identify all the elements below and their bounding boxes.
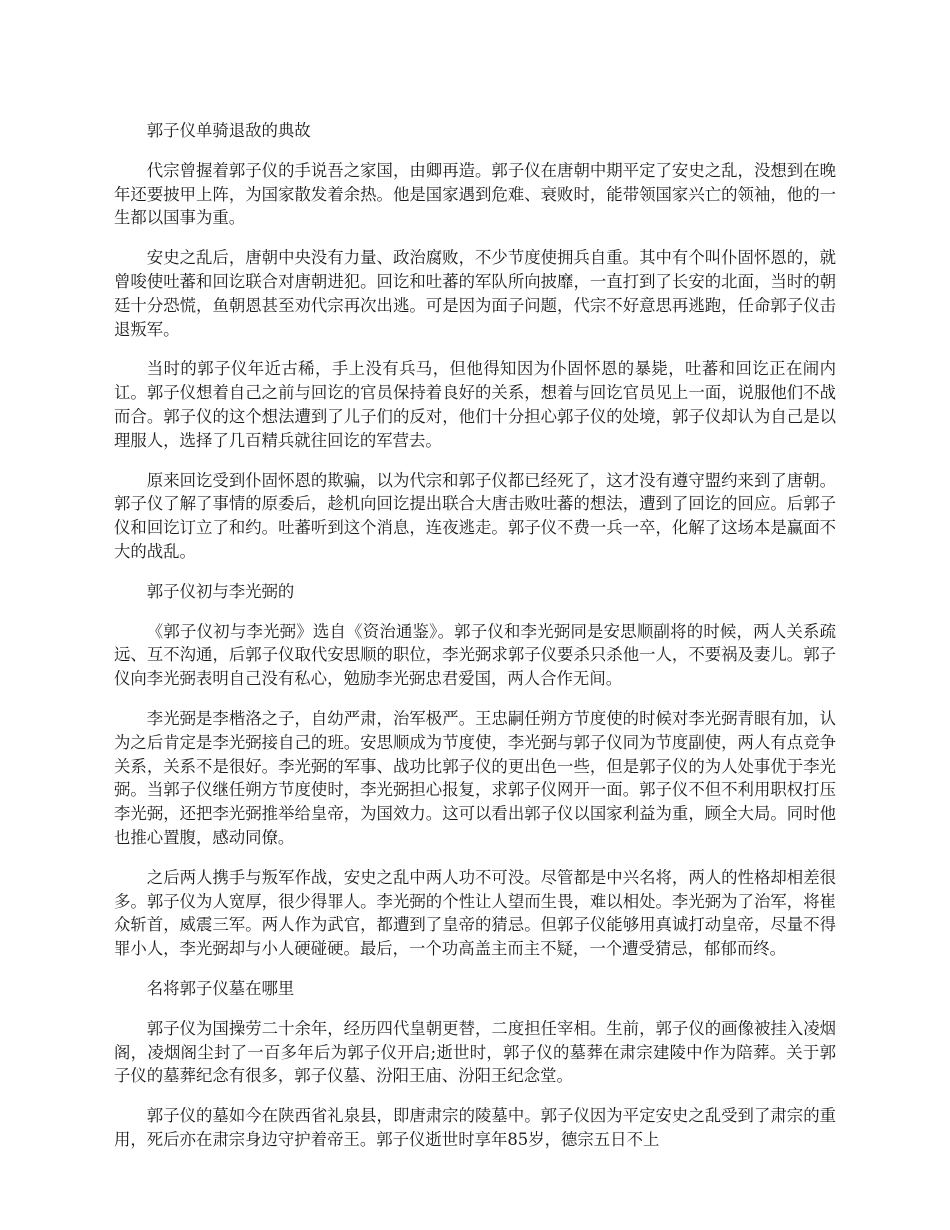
paragraph: 郭子仪为国操劳二十余年，经历四代皇朝更替，二度担任宰相。生前，郭子仪的画像被挂入凌烟阁，凌烟阁尘封了一百多年后为郭子仪开启;逝世时，郭子仪的墓葬在肃宗建陵中作为陪葬。关于郭子仪的墓葬纪念有很多，郭子仪墓、汾阳王庙、汾阳王纪念堂。 — [114, 1018, 836, 1086]
paragraph: 代宗曾握着郭子仪的手说吾之家国，由卿再造。郭子仪在唐朝中期平定了安史之乱，没想到在晚年还要披甲上阵，为国家散发着余热。他是国家遇到危难、衰败时，能带领国家兴亡的领袖，他的一生都以国事为重。 — [114, 160, 836, 228]
paragraph: 安史之乱后，唐朝中央没有力量、政治腐败，不少节度使拥兵自重。其中有个叫仆固怀恩的，就曾唆使吐蕃和回讫联合对唐朝进犯。回讫和吐蕃的军队所向披靡，一直打到了长安的北面，当时的朝廷十分恐慌，鱼朝恩甚至劝代宗再次出逃。可是因为面子问题，代宗不好意思再逃跑，任命郭子仪击退叛军。 — [114, 248, 836, 339]
section-heading: 名将郭子仪墓在哪里 — [146, 978, 295, 998]
paragraph: 李光弼是李楷洛之子，自幼严肃，治军极严。王忠嗣任朔方节度使的时候对李光弼青眼有加，认为之后肯定是李光弼接自己的班。安思顺成为节度使，李光弼与郭子仪同为节度副使，两人有点竞争关系，关系不是很好。李光弼的军事、战功比郭子仪的更出色一些，但是郭子仪的为人处事优于李光弼。当郭子仪继任朔方节度使时，李光弼担心报复，求郭子仪网开一面。郭子仪不但不利用职权打压李光弼，还把李光弼推举给皇帝，为国效力。这可以看出郭子仪以国家利益为重，顾全大局。同时他也推心置腹，感动同僚。 — [114, 708, 836, 847]
paragraph: 郭子仪的墓如今在陕西省礼泉县，即唐肃宗的陵墓中。郭子仪因为平定安史之乱受到了肃宗的重用，死后亦在肃宗身边守护着帝王。郭子仪逝世时享年85岁，德宗五日不上 — [114, 1106, 836, 1149]
section-3 — [114, 977, 836, 1152]
paragraph: 之后两人携手与叛军作战，安史之乱中两人功不可没。尽管都是中兴名将，两人的性格却相差很多。郭子仪为人宽厚，很少得罪人。李光弼的个性让人望而生畏，难以相处。李光弼为了治军，将崔众斩首，威震三军。两人作为武官，都遭到了皇帝的猜忌。但郭子仪能够用真诚打动皇帝，尽量不得罪小人，李光弼却与小人硬碰硬。最后，一个功高盖主而主不疑，一个遭受猜忌，郁郁而终。 — [114, 867, 836, 959]
section-1 — [114, 119, 836, 564]
paragraph: 原来回讫受到仆固怀恩的欺骗，以为代宗和郭子仪都已经死了，这才没有遵守盟约来到了唐朝。郭子仪了解了事情的原委后，趁机向回讫提出联合大唐击败吐蕃的想法，遭到了回讫的回应。后郭子仪和回讫订立了和约。吐蕃听到这个消息，连夜逃走。郭子仪不费一兵一卒，化解了这场本是赢面不大的战乱。 — [114, 470, 836, 561]
paragraph: 《郭子仪初与李光弼》选自《资治通鉴》。郭子仪和李光弼同是安思顺副将的时候，两人关系疏远、互不沟通，后郭子仪取代安思顺的职位，李光弼求郭子仪要杀只杀他一人，不要祸及妻儿。郭子仪向李光弼表明自己没有私心，勉励李光弼忠君爱国，两人合作无间。 — [114, 621, 836, 689]
section-2 — [114, 580, 836, 961]
document-body — [114, 119, 836, 1168]
section-heading: 郭子仪单骑退敌的典故 — [146, 121, 311, 140]
section-heading: 郭子仪初与李光弼的 — [146, 581, 295, 601]
paragraph: 当时的郭子仪年近古稀，手上没有兵马，但他得知因为仆固怀恩的暴毙，吐蕃和回讫正在闹内讧。郭子仪想着自己之前与回讫的官员保持着良好的关系，想着与回讫官员见上一面，说服他们不战而合。郭子仪的这个想法遭到了儿子们的反对，他们十分担心郭子仪的处境，郭子仪却认为自己是以理服人，选择了几百精兵就往回讫的军营去。 — [114, 359, 836, 450]
